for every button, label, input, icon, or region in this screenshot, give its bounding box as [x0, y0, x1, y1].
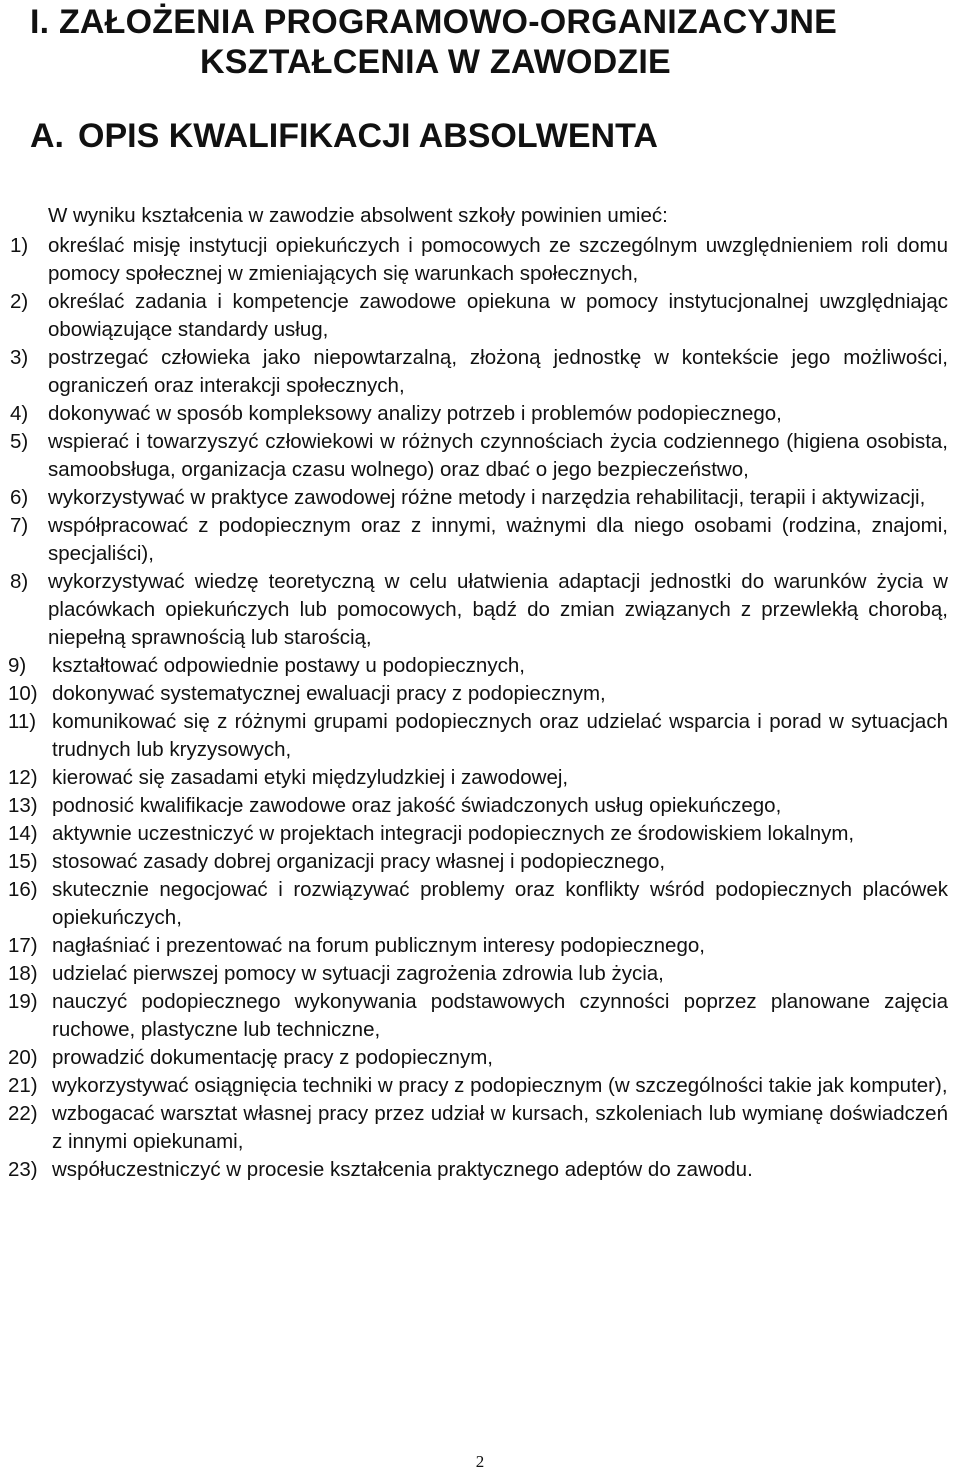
- item-text: kształtować odpowiednie postawy u podopiecznych,: [52, 654, 525, 677]
- qualification-item: [8, 932, 948, 960]
- item-number: 19): [8, 990, 38, 1013]
- item-text: kierować się zasadami etyki międzyludzkiej i zawodowej,: [52, 766, 569, 789]
- item-number: 11): [8, 710, 37, 733]
- qualification-item: [8, 652, 948, 680]
- item-text: wykorzystywać w praktyce zawodowej różne metody i narzędzia rehabilitacji, terapii i aktywizacji,: [48, 486, 926, 509]
- subsection-marker: A.: [30, 117, 64, 155]
- item-number: 23): [8, 1158, 38, 1181]
- qualification-item: [8, 568, 948, 652]
- item-number: 17): [8, 934, 38, 957]
- qualification-item: [8, 988, 948, 1044]
- item-text: prowadzić dokumentację pracy z podopiecznym,: [52, 1046, 493, 1069]
- qualification-item: [8, 1156, 948, 1184]
- item-text: współuczestniczyć w procesie kształcenia praktycznego adeptów do zawodu.: [52, 1158, 753, 1181]
- item-number: 12): [8, 766, 38, 789]
- item-text: wykorzystywać osiągnięcia techniki w pracy z podopiecznym (w szczególności takie jak komputer),: [52, 1074, 948, 1097]
- item-text: komunikować się z różnymi grupami podopiecznych oraz udzielać wsparcia i porad w sytuacjach trudnych lub kryzysowych,: [52, 710, 948, 761]
- qualification-item: [8, 764, 948, 792]
- item-text: współpracować z podopiecznym oraz z innymi, ważnymi dla niego osobami (rodzina, znajomi, specjaliści),: [48, 514, 948, 565]
- qualification-item: [8, 960, 948, 988]
- qualification-item: [8, 344, 948, 400]
- qualification-item: [8, 680, 948, 708]
- item-text: nauczyć podopiecznego wykonywania podstawowych czynności poprzez planowane zajęcia ruchowe, plastyczne lub techniczne,: [52, 990, 948, 1041]
- item-number: 13): [8, 794, 38, 817]
- intro-paragraph: W wyniku kształcenia w zawodzie absolwent szkoły powinien umieć:: [48, 204, 668, 227]
- item-number: 7): [10, 514, 29, 537]
- item-text: aktywnie uczestniczyć w projektach integracji podopiecznych ze środowiskiem lokalnym,: [52, 822, 855, 845]
- item-number: 4): [10, 402, 29, 425]
- section-heading-line-1: I. ZAŁOŻENIA PROGRAMOWO-ORGANIZACYJNE: [30, 3, 838, 41]
- item-number: 2): [10, 290, 29, 313]
- item-number: 10): [8, 682, 38, 705]
- item-number: 14): [8, 822, 38, 845]
- subsection-title: OPIS KWALIFIKACJI ABSOLWENTA: [78, 117, 658, 155]
- qualification-item: [8, 1044, 948, 1072]
- item-number: 8): [10, 570, 29, 593]
- item-text: udzielać pierwszej pomocy w sytuacji zagrożenia zdrowia lub życia,: [52, 962, 664, 985]
- item-text: wykorzystywać wiedzę teoretyczną w celu ułatwienia adaptacji jednostki do warunków życia w placówkach opiekuńczych lub pomocowych, bądź do zmian związanych z przewlekłą chorobą, niepełną sprawnością lub starością,: [48, 570, 948, 649]
- qualification-item: [8, 400, 948, 428]
- item-number: 9): [8, 654, 27, 677]
- qualification-item: [8, 792, 948, 820]
- item-number: 21): [8, 1074, 38, 1097]
- qualification-item: [8, 428, 948, 484]
- item-text: dokonywać w sposób kompleksowy analizy potrzeb i problemów podopiecznego,: [48, 402, 782, 425]
- item-text: wzbogacać warsztat własnej pracy przez udział w kursach, szkoleniach lub wymianę doświadczeń z innymi opiekunami,: [52, 1102, 948, 1153]
- item-number: 1): [10, 234, 29, 257]
- item-text: wspierać i towarzyszyć człowiekowi w różnych czynnościach życia codziennego (higiena osobista, samoobsługa, organizacja czasu wolnego) oraz dbać o jego bezpieczeństwo,: [48, 430, 948, 481]
- item-number: 22): [8, 1102, 38, 1125]
- qualification-item: [8, 484, 948, 512]
- item-text: postrzegać człowieka jako niepowtarzalną, złożoną jednostkę w kontekście jego możliwości, ograniczeń oraz interakcji społecznych,: [48, 346, 948, 397]
- page-number: 2: [475, 1452, 485, 1471]
- item-number: 6): [10, 486, 29, 509]
- item-number: 20): [8, 1046, 38, 1069]
- qualification-item: [8, 820, 948, 848]
- item-number: 18): [8, 962, 38, 985]
- qualifications-list: [8, 232, 948, 1184]
- item-text: określać misję instytucji opiekuńczych i pomocowych ze szczególnym uwzględnieniem roli domu pomocy społecznej w zmieniających się warunkach społecznych,: [48, 234, 948, 285]
- subsection-heading: [30, 114, 658, 158]
- item-number: 15): [8, 850, 38, 873]
- item-number: 5): [10, 430, 29, 453]
- qualification-item: [8, 848, 948, 876]
- qualification-item: [8, 288, 948, 344]
- qualification-item: [8, 876, 948, 932]
- section-heading-line-2: KSZTAŁCENIA W ZAWODZIE: [200, 43, 671, 81]
- item-text: dokonywać systematycznej ewaluacji pracy z podopiecznym,: [52, 682, 606, 705]
- qualification-item: [8, 1100, 948, 1156]
- qualification-item: [8, 512, 948, 568]
- item-text: określać zadania i kompetencje zawodowe opiekuna w pomocy instytucjonalnej uwzględniając obowiązujące standardy usług,: [48, 290, 948, 341]
- qualification-item: [8, 1072, 948, 1100]
- item-text: podnosić kwalifikacje zawodowe oraz jakość świadczonych usług opiekuńczego,: [52, 794, 782, 817]
- item-number: 3): [10, 346, 29, 369]
- item-number: 16): [8, 878, 38, 901]
- qualification-item: [8, 232, 948, 288]
- item-text: stosować zasady dobrej organizacji pracy własnej i podopiecznego,: [52, 850, 666, 873]
- item-text: nagłaśniać i prezentować na forum publicznym interesy podopiecznego,: [52, 934, 705, 957]
- item-text: skutecznie negocjować i rozwiązywać problemy oraz konflikty wśród podopiecznych placówek opiekuńczych,: [52, 878, 948, 929]
- section-heading: [30, 2, 950, 82]
- qualification-item: [8, 708, 948, 764]
